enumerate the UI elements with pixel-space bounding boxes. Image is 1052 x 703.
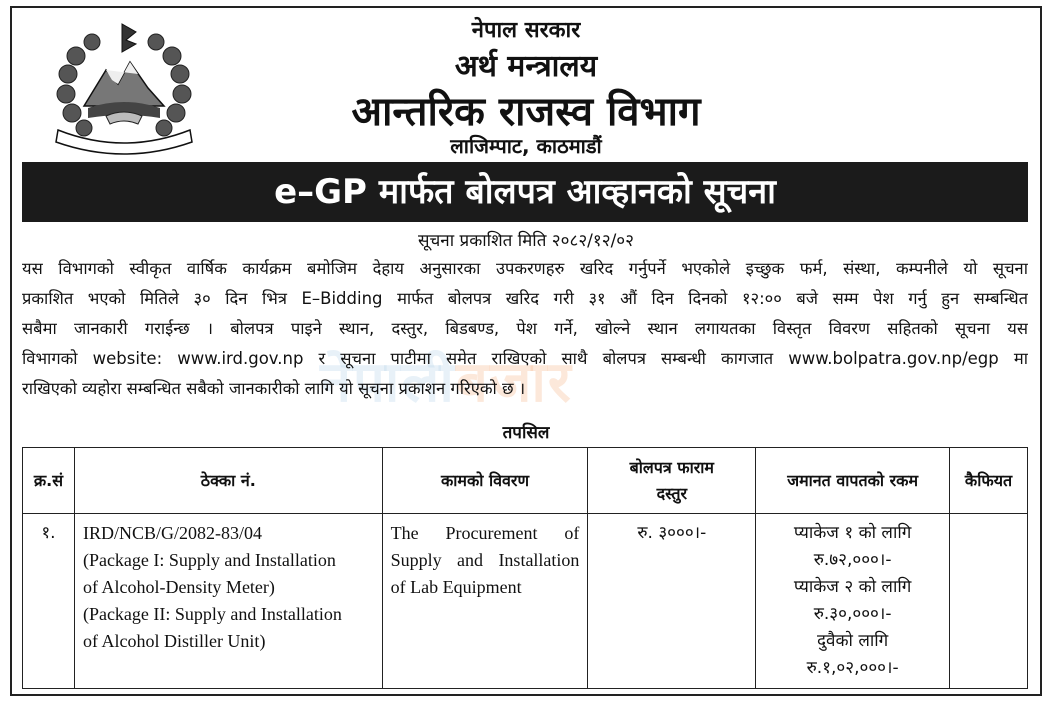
contract-line: (Package I: Supply and Installation — [82, 550, 336, 570]
government-name: नेपाल सरकार — [471, 18, 581, 43]
header-remarks: कैफियत — [950, 448, 1028, 514]
department-name: आन्तरिक राजस्व विभाग — [351, 89, 701, 135]
schedule-table — [22, 447, 1028, 689]
notice-body — [22, 254, 1028, 404]
notice-body-line: यस विभागको स्वीकृत वार्षिक कार्यक्रम बमोजिम देहाय अनुसारका उपकरणहरु खरिद गर्नुपर्ने भएकोले इच्छुक फर्म, संस्था, कम्पनीले यो सूचना — [22, 259, 1028, 278]
cell-remarks — [950, 514, 1028, 689]
schedule-title: तपसिल — [502, 423, 550, 443]
table-header-row — [23, 448, 1028, 514]
header-form-fee-line: बोलपत्र फाराम — [629, 457, 714, 477]
header-sn: क्र.सं — [23, 448, 75, 514]
header-form-fee — [588, 448, 756, 514]
contract-line: of Alcohol Distiller Unit) — [82, 631, 266, 651]
notice-body-line: प्रकाशित भएको मितिले ३० दिन भित्र E–Bidding मार्फत बोलपत्र खरिद गरी ३१ औं दिन दिनको १२:०० बजे सम्म पेश गर्नु हुन सम्बन्धित — [22, 289, 1028, 308]
cell-deposit — [756, 514, 950, 689]
header-contract-no: ठेक्का नं. — [74, 448, 382, 514]
contract-line: of Alcohol-Density Meter) — [82, 577, 275, 597]
notice-body-line: सबैमा जानकारी गराईन्छ । बोलपत्र पाइने स्थान, दस्तुर, बिडबण्ड, पेश गर्ने, खोल्ने स्थान लगायतका विस्तृत विवरण सहितको सूचना यस — [22, 319, 1028, 338]
description-line: The Procurement of — [390, 523, 580, 543]
department-address: लाजिम्पाट, काठमाडौं — [450, 134, 602, 158]
deposit-line: रु.७२,०००।- — [813, 550, 892, 570]
description-line: Supply and Installation — [390, 550, 580, 570]
watermark-part-2: बजार — [455, 350, 573, 415]
deposit-line: प्याकेज १ को लागि — [793, 523, 912, 543]
notice-title-banner: e–GP मार्फत बोलपत्र आव्हानको सूचना — [22, 162, 1028, 222]
published-date: सूचना प्रकाशित मिति २०८२/१२/०२ — [418, 231, 634, 251]
table-row — [23, 514, 1028, 689]
ministry-name: अर्थ मन्त्रालय — [454, 49, 598, 84]
deposit-line: दुवैको लागि — [816, 631, 889, 651]
deposit-line: रु.१,०२,०००।- — [806, 658, 899, 678]
cell-sn: १. — [23, 514, 75, 689]
contract-line: (Package II: Supply and Installation — [82, 604, 342, 624]
header-form-fee-line: दस्तुर — [656, 483, 687, 503]
deposit-line: प्याकेज २ को लागि — [793, 577, 912, 597]
deposit-line: रु.३०,०००।- — [813, 604, 892, 624]
watermark-part-1: नेपाली — [320, 350, 456, 415]
cell-contract-no — [74, 514, 382, 689]
cell-form-fee: रु. ३०००।- — [588, 514, 756, 689]
notice-body-line: विभागको website: www.ird.gov.np र सूचना पाटीमा समेत राखिएको साथै बोलपत्र सम्बन्धी कागजात www.bolpatra.gov.np/egp मा — [22, 349, 1028, 368]
notice-body-line: राखिएको व्यहोरा सम्बन्धित सबैको जानकारीको लागि यो सूचना प्रकाशन गरिएको छ । — [22, 379, 526, 398]
cell-description — [382, 514, 588, 689]
description-line: of Lab Equipment — [390, 577, 522, 597]
header-deposit: जमानत वापतको रकम — [756, 448, 950, 514]
header-description: कामको विवरण — [382, 448, 588, 514]
contract-line: IRD/NCB/G/2082-83/04 — [82, 523, 262, 543]
